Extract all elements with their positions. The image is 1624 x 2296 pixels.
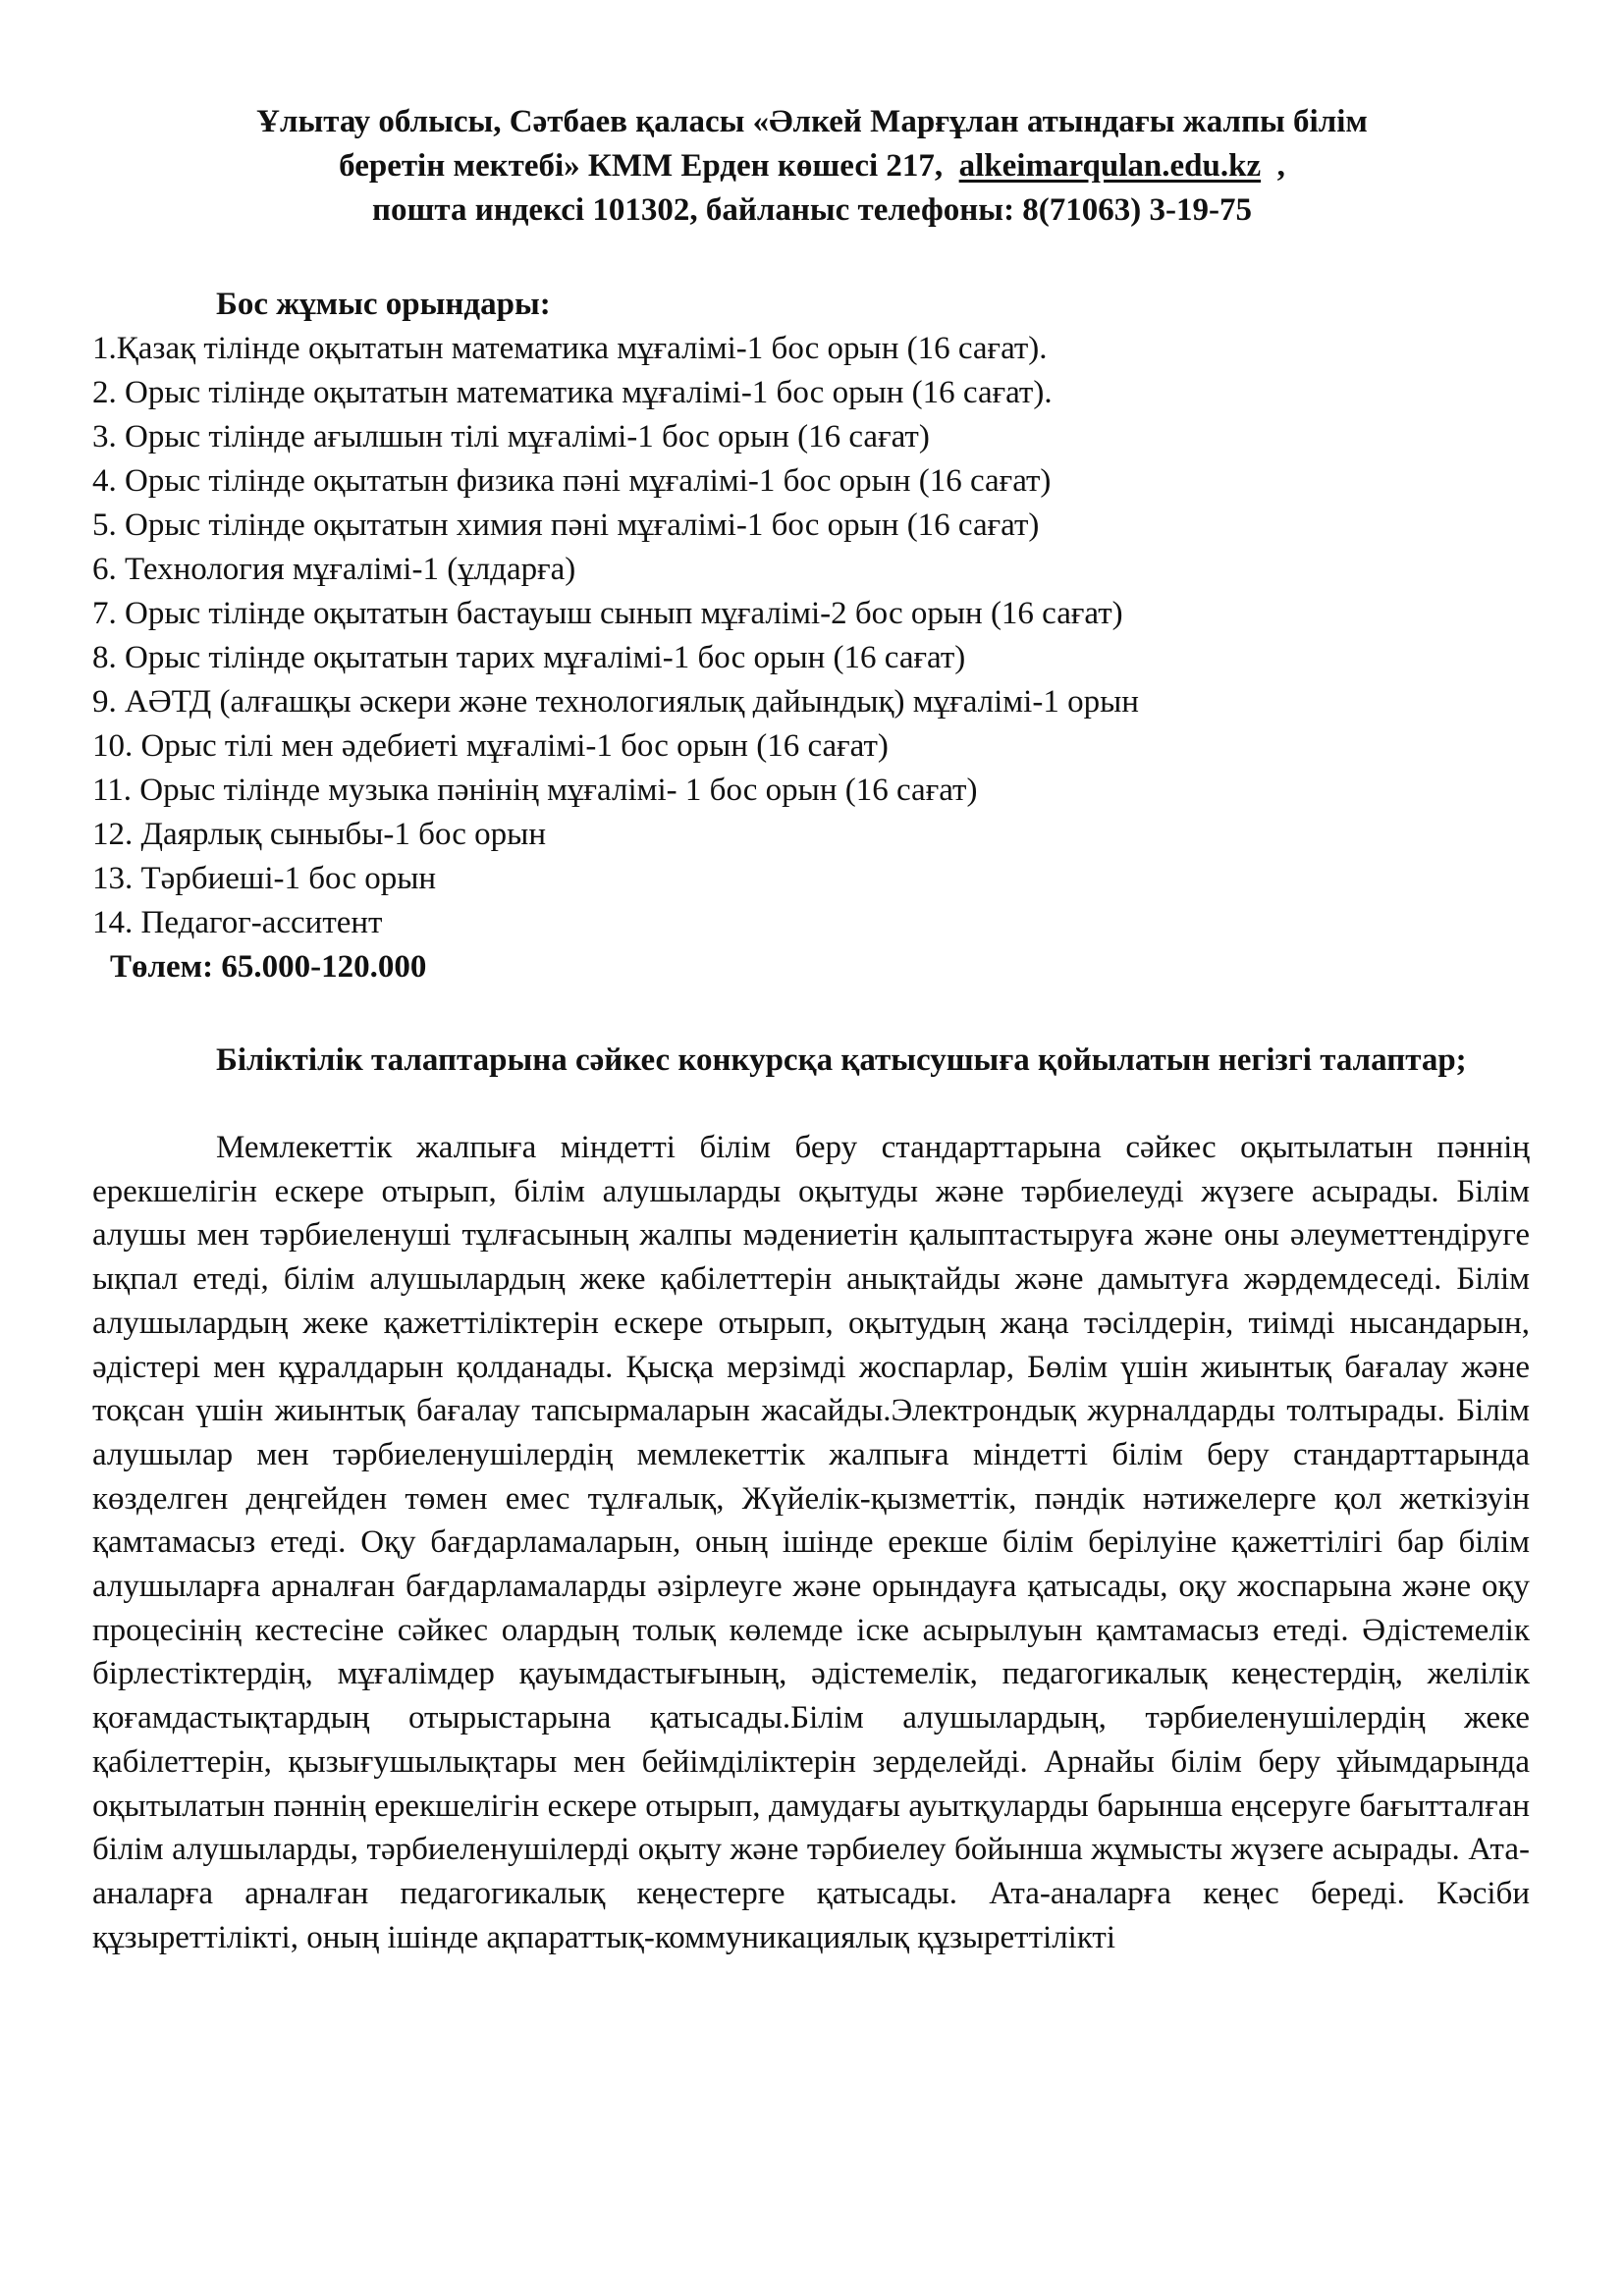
vacancy-item: 6. Технология мұғалімі-1 (ұлдарға) [92, 552, 576, 587]
vacancy-item: 13. Тәрбиеші-1 бос орын [92, 861, 437, 896]
vacancy-item: 8. Орыс тілінде оқытатын тарих мұғалімі-1 бос орын (16 сағат) [92, 640, 966, 675]
vacancy-item: 2. Орыс тілінде оқытатын математика мұғалімі-1 бос орын (16 сағат). [92, 375, 1053, 410]
vacancy-item: 9. АӘТД (алғашқы әскери және технологиялық дайындық) мұғалімі-1 орын [92, 684, 1139, 720]
vacancy-item: 5. Орыс тілінде оқытатын химия пәні мұғалімі-1 бос орын (16 сағат) [92, 507, 1040, 543]
header-line-1: Ұлытау облысы, Сәтбаев қаласы «Әлкей Марғұлан атындағы жалпы білім [256, 104, 1368, 139]
vacancy-item: 12. Даярлық сыныбы-1 бос орын [92, 817, 547, 852]
header-comma: , [1276, 148, 1285, 184]
header-line-2 [98, 144, 1526, 188]
vacancy-list [92, 327, 1139, 945]
vacancy-item: 4. Орыс тілінде оқытатын физика пәні мұғалімі-1 бос орын (16 сағат) [92, 463, 1052, 499]
vacancy-item: 7. Орыс тілінде оқытатын бастауыш сынып мұғалімі-2 бос орын (16 сағат) [92, 596, 1123, 631]
header-line-3: пошта индексі 101302, байланыс телефоны: 8(71063) 3-19-75 [371, 192, 1253, 228]
vacancy-item: 10. Орыс тілі мен әдебиеті мұғалімі-1 бос орын (16 сағат) [92, 728, 889, 764]
header-address: беретін мектебі» КММ Ерден көшесі 217, [339, 148, 944, 184]
vacancies-title: Бос жұмыс орындары: [216, 287, 551, 322]
vacancy-item: 3. Орыс тілінде ағылшын тілі мұғалімі-1 бос орын (16 сағат) [92, 419, 930, 454]
requirements-title: Біліктілік талаптарына сәйкес конкурсқа қатысушыға қойылатын негізгі талаптар; [216, 1042, 1467, 1078]
requirements-body: Мемлекеттік жалпыға міндетті білім беру стандарттарына сәйкес оқытылатын пәннің ерекшелігін ескере отырып, білім алушыларды оқытуды және тәрбиелеуді жүзеге асырады. Білім алушы мен тәрбиеленуші тұлғасының жалпы мәдениетін қалыптастыруға және оны әлеуметтендіруге ықпал етеді, білім алушылардың жеке қабілеттерін анықтайды және дамытуға жәрдемдеседі. Білім алушылардың жеке қажеттіліктерін ескере отырып, оқытудың жаңа тәсілдерін, тиімді нысандарын, әдістері мен құралдарын қолданады. Қысқа мерзімді жоспарлар, Бөлім үшін жиынтық бағалау және тоқсан үшін жиынтық бағалау тапсырмаларын жасайды.Электрондық журналдарды толтырады. Білім алушылар мен тәрбиеленушілердің мемлекеттік жалпыға міндетті білім беру стандарттарында көзделген деңгейден төмен емес тұлғалық, Жүйелік-қызметтік, пәндік нәтижелерге қол жеткізуін қамтамасыз етеді. Оқу бағдарламаларын, оның ішінде ерекше білім берілуіне қажеттілігі бар білім алушыларға арналған бағдарламаларды әзірлеуге және орындауға қатысады, оқу жоспарына және оқу процесінің кестесіне сәйкес олардың толық көлемде іске асырылуын қамтамасыз етеді. Әдістемелік бірлестіктердің, мұғалімдер қауымдастығының, әдістемелік, педагогикалық кеңестердің, желілік қоғамдастықтардың отырыстарына қатысады.Білім алушылардың, тәрбиеленушілердің жеке қабілеттерін, қызығушылықтары мен бейімділіктерін зерделейді. Арнайы білім беру ұйымдарында оқытылатын пәннің ерекшелігін ескере отырып, дамудағы ауытқуларды барынша еңсеруге бағытталған білім алушыларды, тәрбиеленушілерді оқыту және тәрбиелеу бойынша жұмысты жүзеге асырады. Ата-аналарға арналған педагогикалық кеңестерге қатысады. Ата-аналарға кеңес береді. Кәсіби құзыреттілікті, оның ішінде ақпараттық-коммуникациялық құзыреттілікті [92, 1130, 1530, 1955]
salary-range: Төлем: 65.000-120.000 [110, 949, 427, 985]
vacancy-item: 1.Қазақ тілінде оқытатын математика мұғалімі-1 бос орын (16 сағат). [92, 331, 1048, 366]
vacancy-item: 11. Орыс тілінде музыка пәнінің мұғалімі- 1 бос орын (16 сағат) [92, 773, 978, 808]
vacancy-item: 14. Педагог-асситент [92, 905, 383, 940]
school-header [98, 100, 1526, 233]
website-link[interactable]: alkeimarqulan.edu.kz [958, 148, 1262, 184]
